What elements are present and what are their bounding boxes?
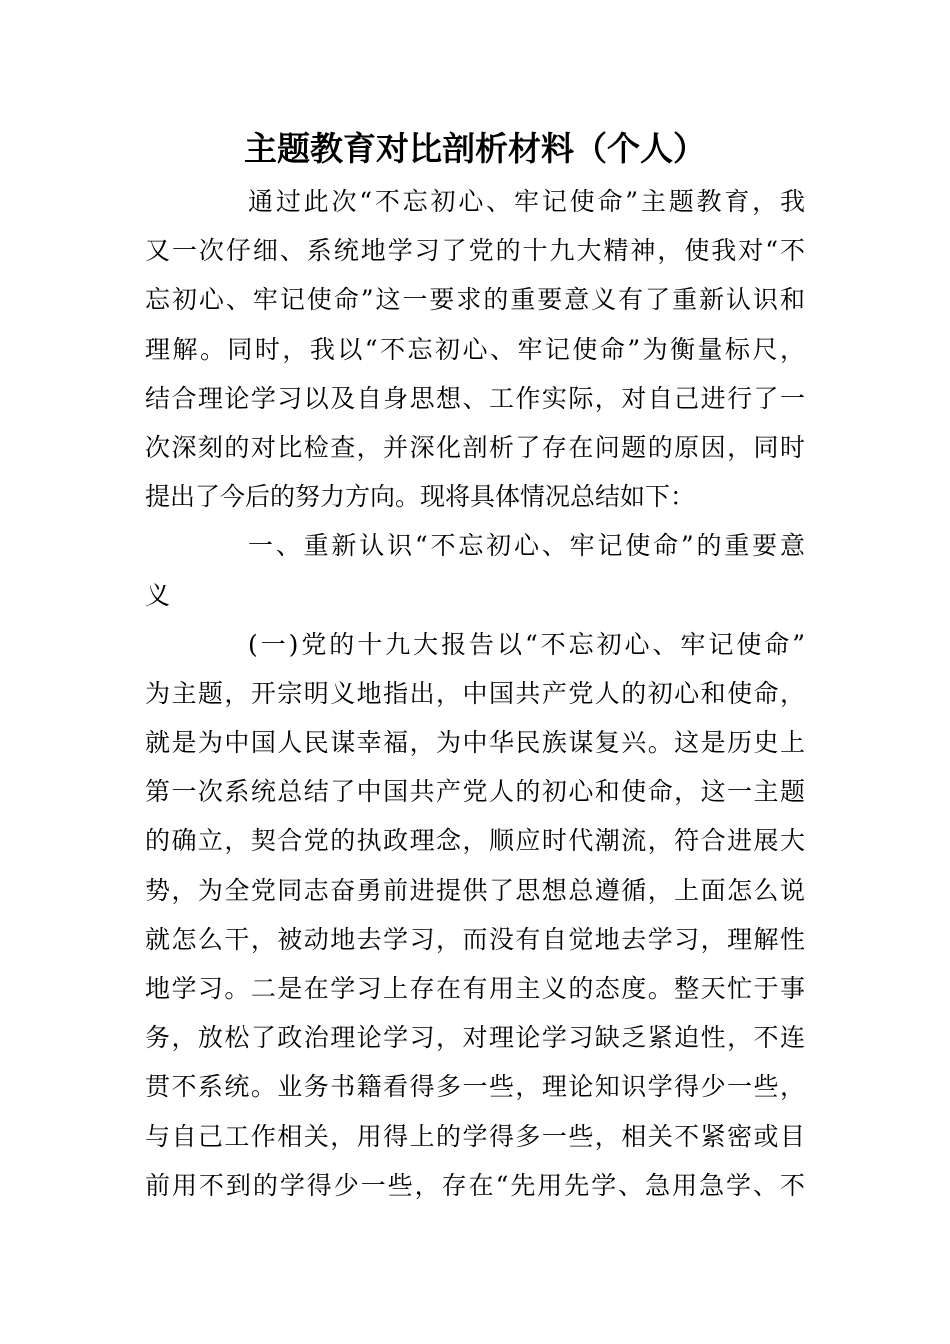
body-line: 为主题，开宗明义地指出，中国共产党人的初心和使命，: [145, 678, 805, 708]
body-line: 贯不系统。业务书籍看得多一些，理论知识学得少一些，: [145, 1072, 805, 1102]
body-line: 地学习。二是在学习上存在有用主义的态度。整天忙于事: [145, 974, 805, 1003]
document-title: 主题教育对比剖析材料（个人）: [244, 129, 706, 168]
body-line: 就怎么干，被动地去学习，而没有自觉地去学习，理解性: [145, 924, 805, 954]
body-line: 与自己工作相关，用得上的学得多一些，相关不紧密或目: [145, 1121, 805, 1151]
body-line: 的确立，契合党的执政理念，顺应时代潮流，符合进展大: [145, 826, 805, 856]
body-line: 一、重新认识“不忘初心、牢记使命”的重要意: [248, 531, 805, 561]
body-line: 结合理论学习以及自身思想、工作实际，对自己进行了一: [145, 383, 805, 413]
body-line: 通过此次“不忘初心、牢记使命”主题教育，我: [248, 187, 805, 216]
document-body: [145, 177, 805, 1210]
body-line: 第一次系统总结了中国共产党人的初心和使命，这一主题: [145, 777, 805, 807]
body-line: 次深刻的对比检查，并深化剖析了存在问题的原因，同时: [145, 432, 805, 462]
body-line: 势，为全党同志奋勇前进提供了思想总遵循，上面怎么说: [145, 875, 805, 905]
body-line: 就是为中国人民谋幸福，为中华民族谋复兴。这是历史上: [145, 728, 805, 758]
body-line: 前用不到的学得少一些，存在“先用先学、急用急学、不: [145, 1170, 805, 1200]
body-line: 提出了今后的努力方向。现将具体情况总结如下：: [145, 482, 696, 512]
body-line: 义: [145, 580, 171, 610]
body-line: 又一次仔细、系统地学习了党的十九大精神，使我对“不: [145, 236, 805, 266]
body-line: 务，放松了政治理论学习，对理论学习缺乏紧迫性，不连: [145, 1023, 805, 1053]
body-line: 理解。同时，我以“不忘初心、牢记使命”为衡量标尺，: [145, 334, 805, 364]
body-line: 忘初心、牢记使命”这一要求的重要意义有了重新认识和: [145, 285, 805, 315]
body-line: (一)党的十九大报告以“不忘初心、牢记使命”: [248, 629, 805, 659]
